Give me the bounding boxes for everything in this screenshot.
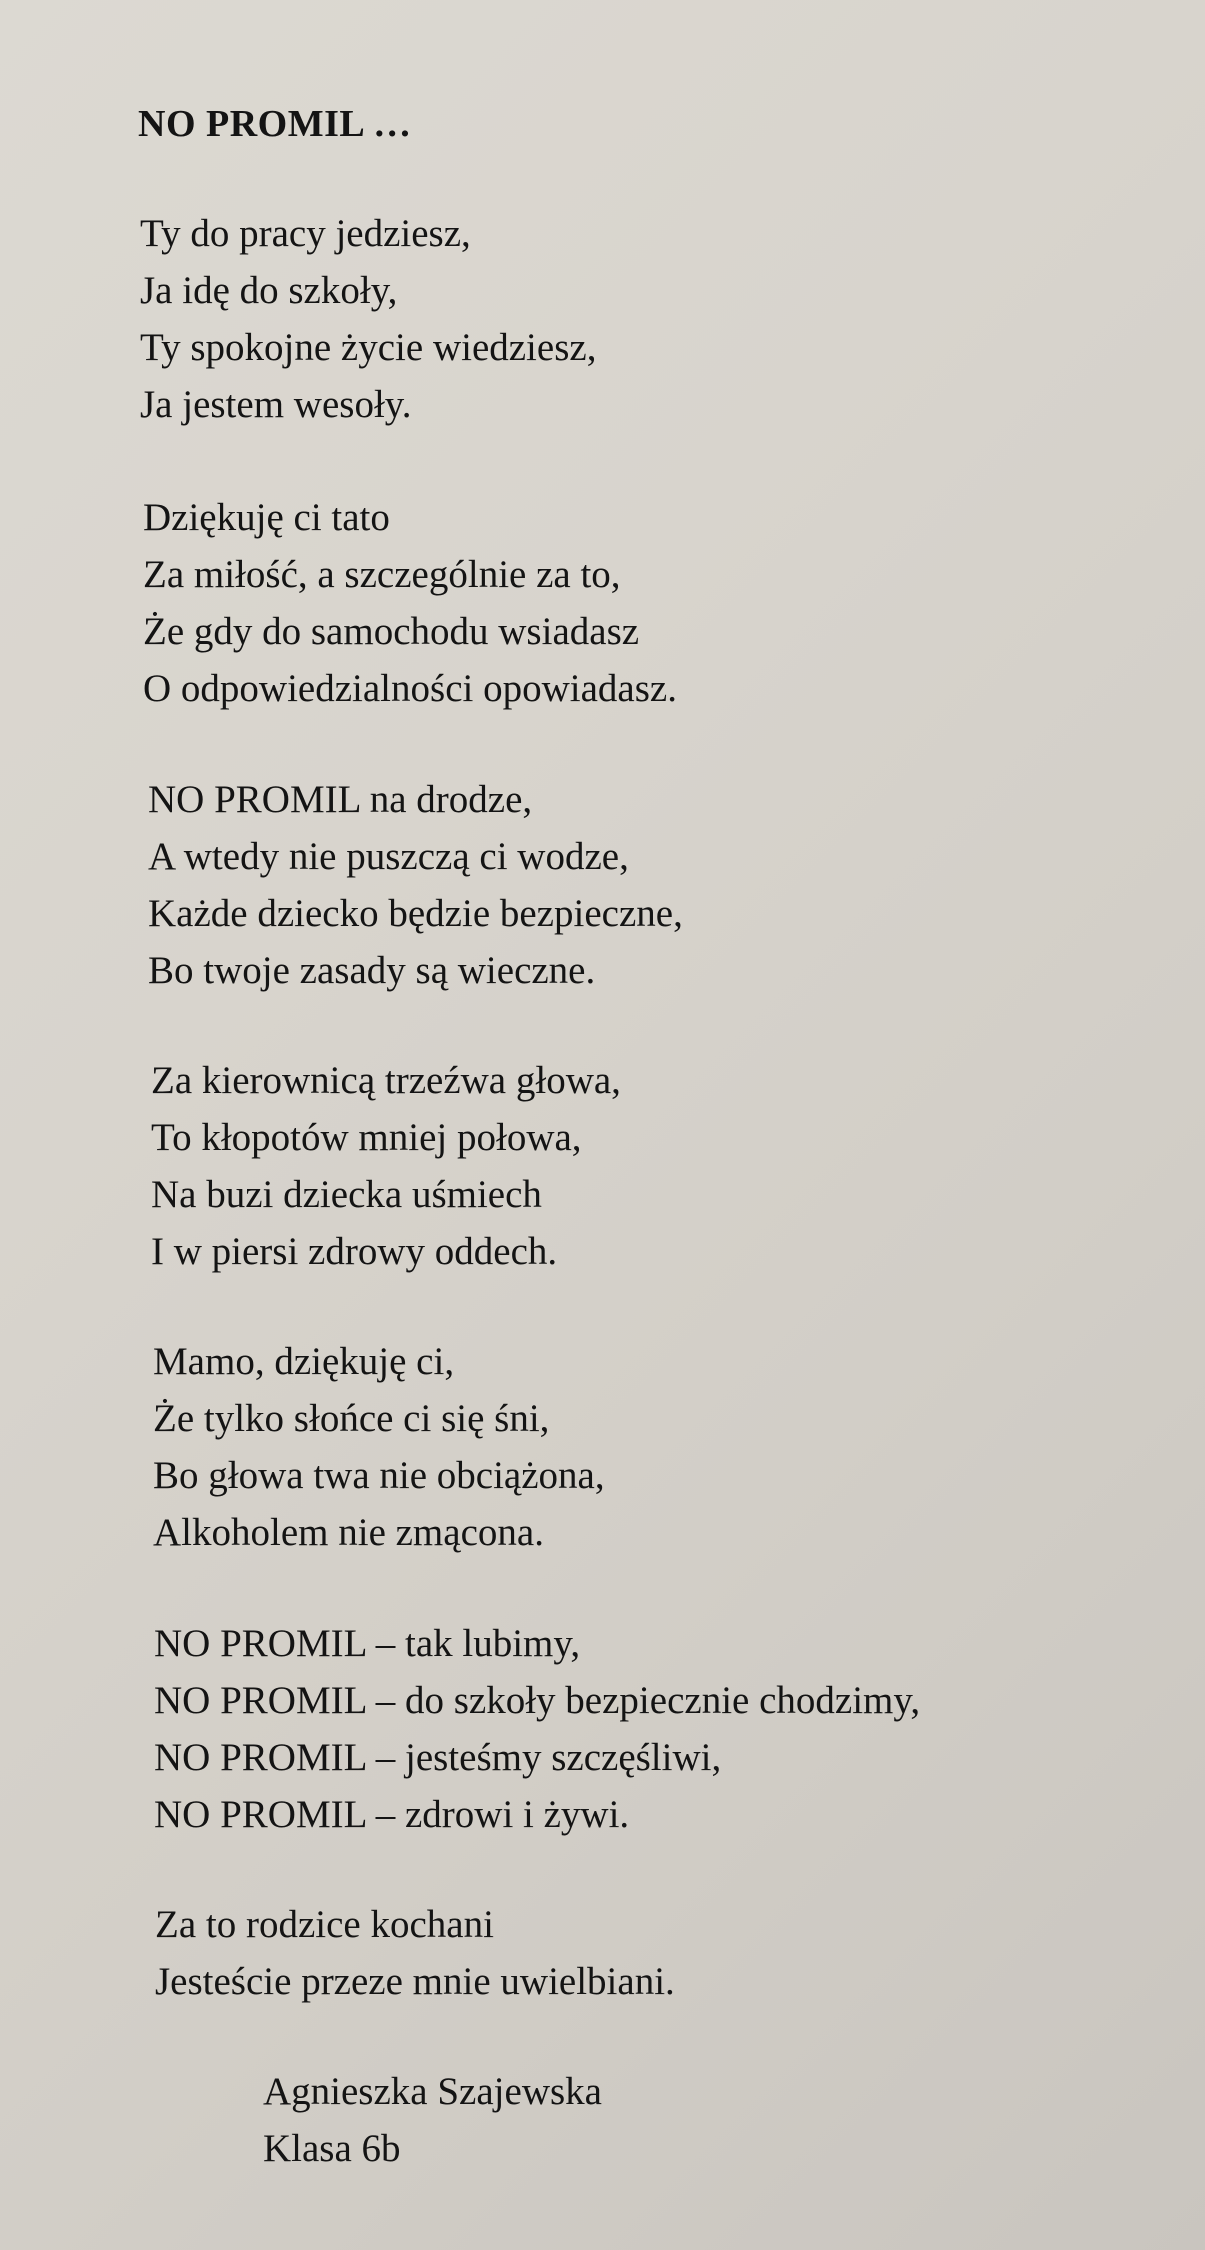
- poem-line: Na buzi dziecka uśmiech: [151, 1173, 542, 1216]
- poem-line: Jesteście przeze mnie uwielbiani.: [155, 1960, 675, 2003]
- poem-line: Bo twoje zasady są wieczne.: [148, 949, 596, 992]
- poem-line: Za to rodzice kochani: [155, 1903, 494, 1946]
- poem-line: O odpowiedzialności opowiadasz.: [143, 667, 677, 710]
- poem-line: Że gdy do samochodu wsiadasz: [143, 610, 640, 653]
- poem-line: Ty do pracy jedziesz,: [140, 212, 471, 255]
- stanza-6: [154, 1615, 920, 1843]
- stanza-4: [151, 1052, 621, 1280]
- poem-line: Że tylko słońce ci się śni,: [153, 1397, 550, 1440]
- poem-line: Za miłość, a szczególnie za to,: [143, 553, 621, 596]
- poem-line: Ja idę do szkoły,: [140, 269, 398, 312]
- author-name: Agnieszka Szajewska: [263, 2070, 602, 2113]
- poem-line: NO PROMIL – zdrowi i żywi.: [154, 1793, 630, 1836]
- poem-line: Dziękuję ci tato: [143, 496, 390, 539]
- poem-line: To kłopotów mniej połowa,: [151, 1116, 582, 1159]
- stanza-7: [155, 1896, 675, 2010]
- poem-line: Za kierownicą trzeźwa głowa,: [151, 1059, 621, 1102]
- stanza-5: [153, 1333, 605, 1561]
- stanza-3: [148, 771, 683, 999]
- author-class: Klasa 6b: [263, 2127, 401, 2170]
- signature-block: [263, 2063, 602, 2177]
- poem-line: Bo głowa twa nie obciążona,: [153, 1454, 605, 1497]
- poem-line: A wtedy nie puszczą ci wodze,: [148, 835, 629, 878]
- poem-line: NO PROMIL – do szkoły bezpiecznie chodzimy,: [154, 1679, 921, 1722]
- poem-line: Ja jestem wesoły.: [140, 383, 412, 426]
- poem-line: Mamo, dziękuję ci,: [153, 1340, 455, 1383]
- poem-line: Alkoholem nie zmącona.: [153, 1511, 544, 1554]
- poem-line: I w piersi zdrowy oddech.: [151, 1230, 558, 1273]
- stanza-2: [143, 489, 677, 717]
- poem-title: NO PROMIL …: [138, 103, 412, 145]
- poem-line: Każde dziecko będzie bezpieczne,: [148, 892, 683, 935]
- poem-line: Ty spokojne życie wiedziesz,: [140, 326, 597, 369]
- poem-line: NO PROMIL – tak lubimy,: [154, 1622, 581, 1665]
- poem-line: NO PROMIL – jesteśmy szczęśliwi,: [154, 1736, 722, 1779]
- poem-line: NO PROMIL na drodze,: [148, 778, 533, 821]
- stanza-1: [140, 205, 596, 433]
